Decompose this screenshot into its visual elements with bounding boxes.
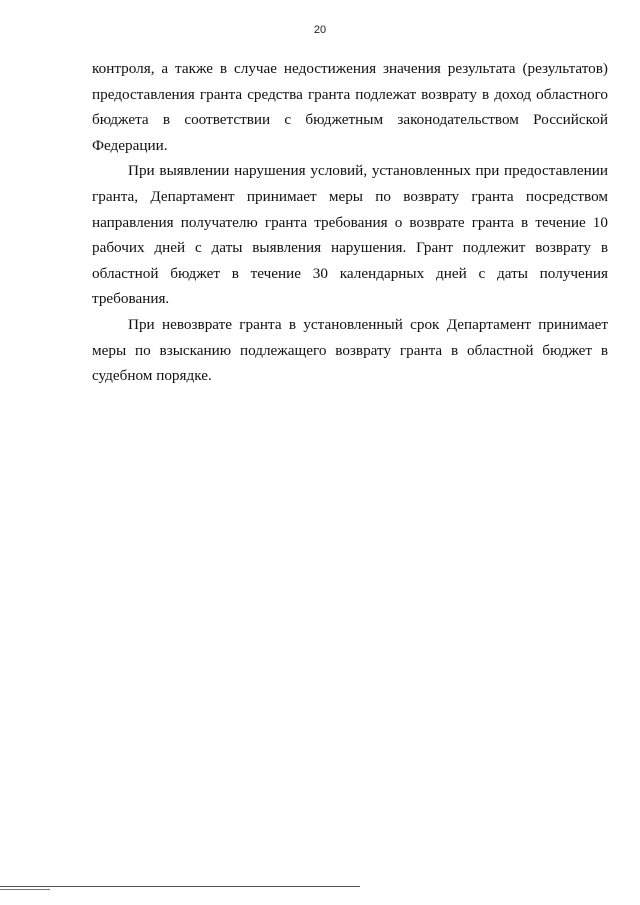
paragraph-continuation: контроля, а также в случае недостижения значения результата (результатов) предоставления гранта средства гранта подлежат возврату в доход областного бюджета в соответствии с бюджетным законодательством Российской Федерации. xyxy=(92,60,608,154)
page-number: 20 xyxy=(313,24,327,36)
footer-rule-short xyxy=(0,889,50,890)
paragraph-judicial-recovery: При невозврате гранта в установленный срок Департамент принимает меры по взысканию подлежащего возврату гранта в областной бюджет в судебном порядке. xyxy=(92,315,608,385)
footer-rule xyxy=(0,886,360,887)
document-body xyxy=(92,56,608,389)
paragraph-violation-return: При выявлении нарушения условий, установленных при предоставлении гранта, Департамент принимает меры по возврату гранта посредством направления получателю гранта требования о возврате гранта в течение 10 рабочих дней с даты выявления нарушения. Грант подлежит возврату в областной бюджет в течение 30 календарных дней с даты получения требования. xyxy=(92,162,608,308)
